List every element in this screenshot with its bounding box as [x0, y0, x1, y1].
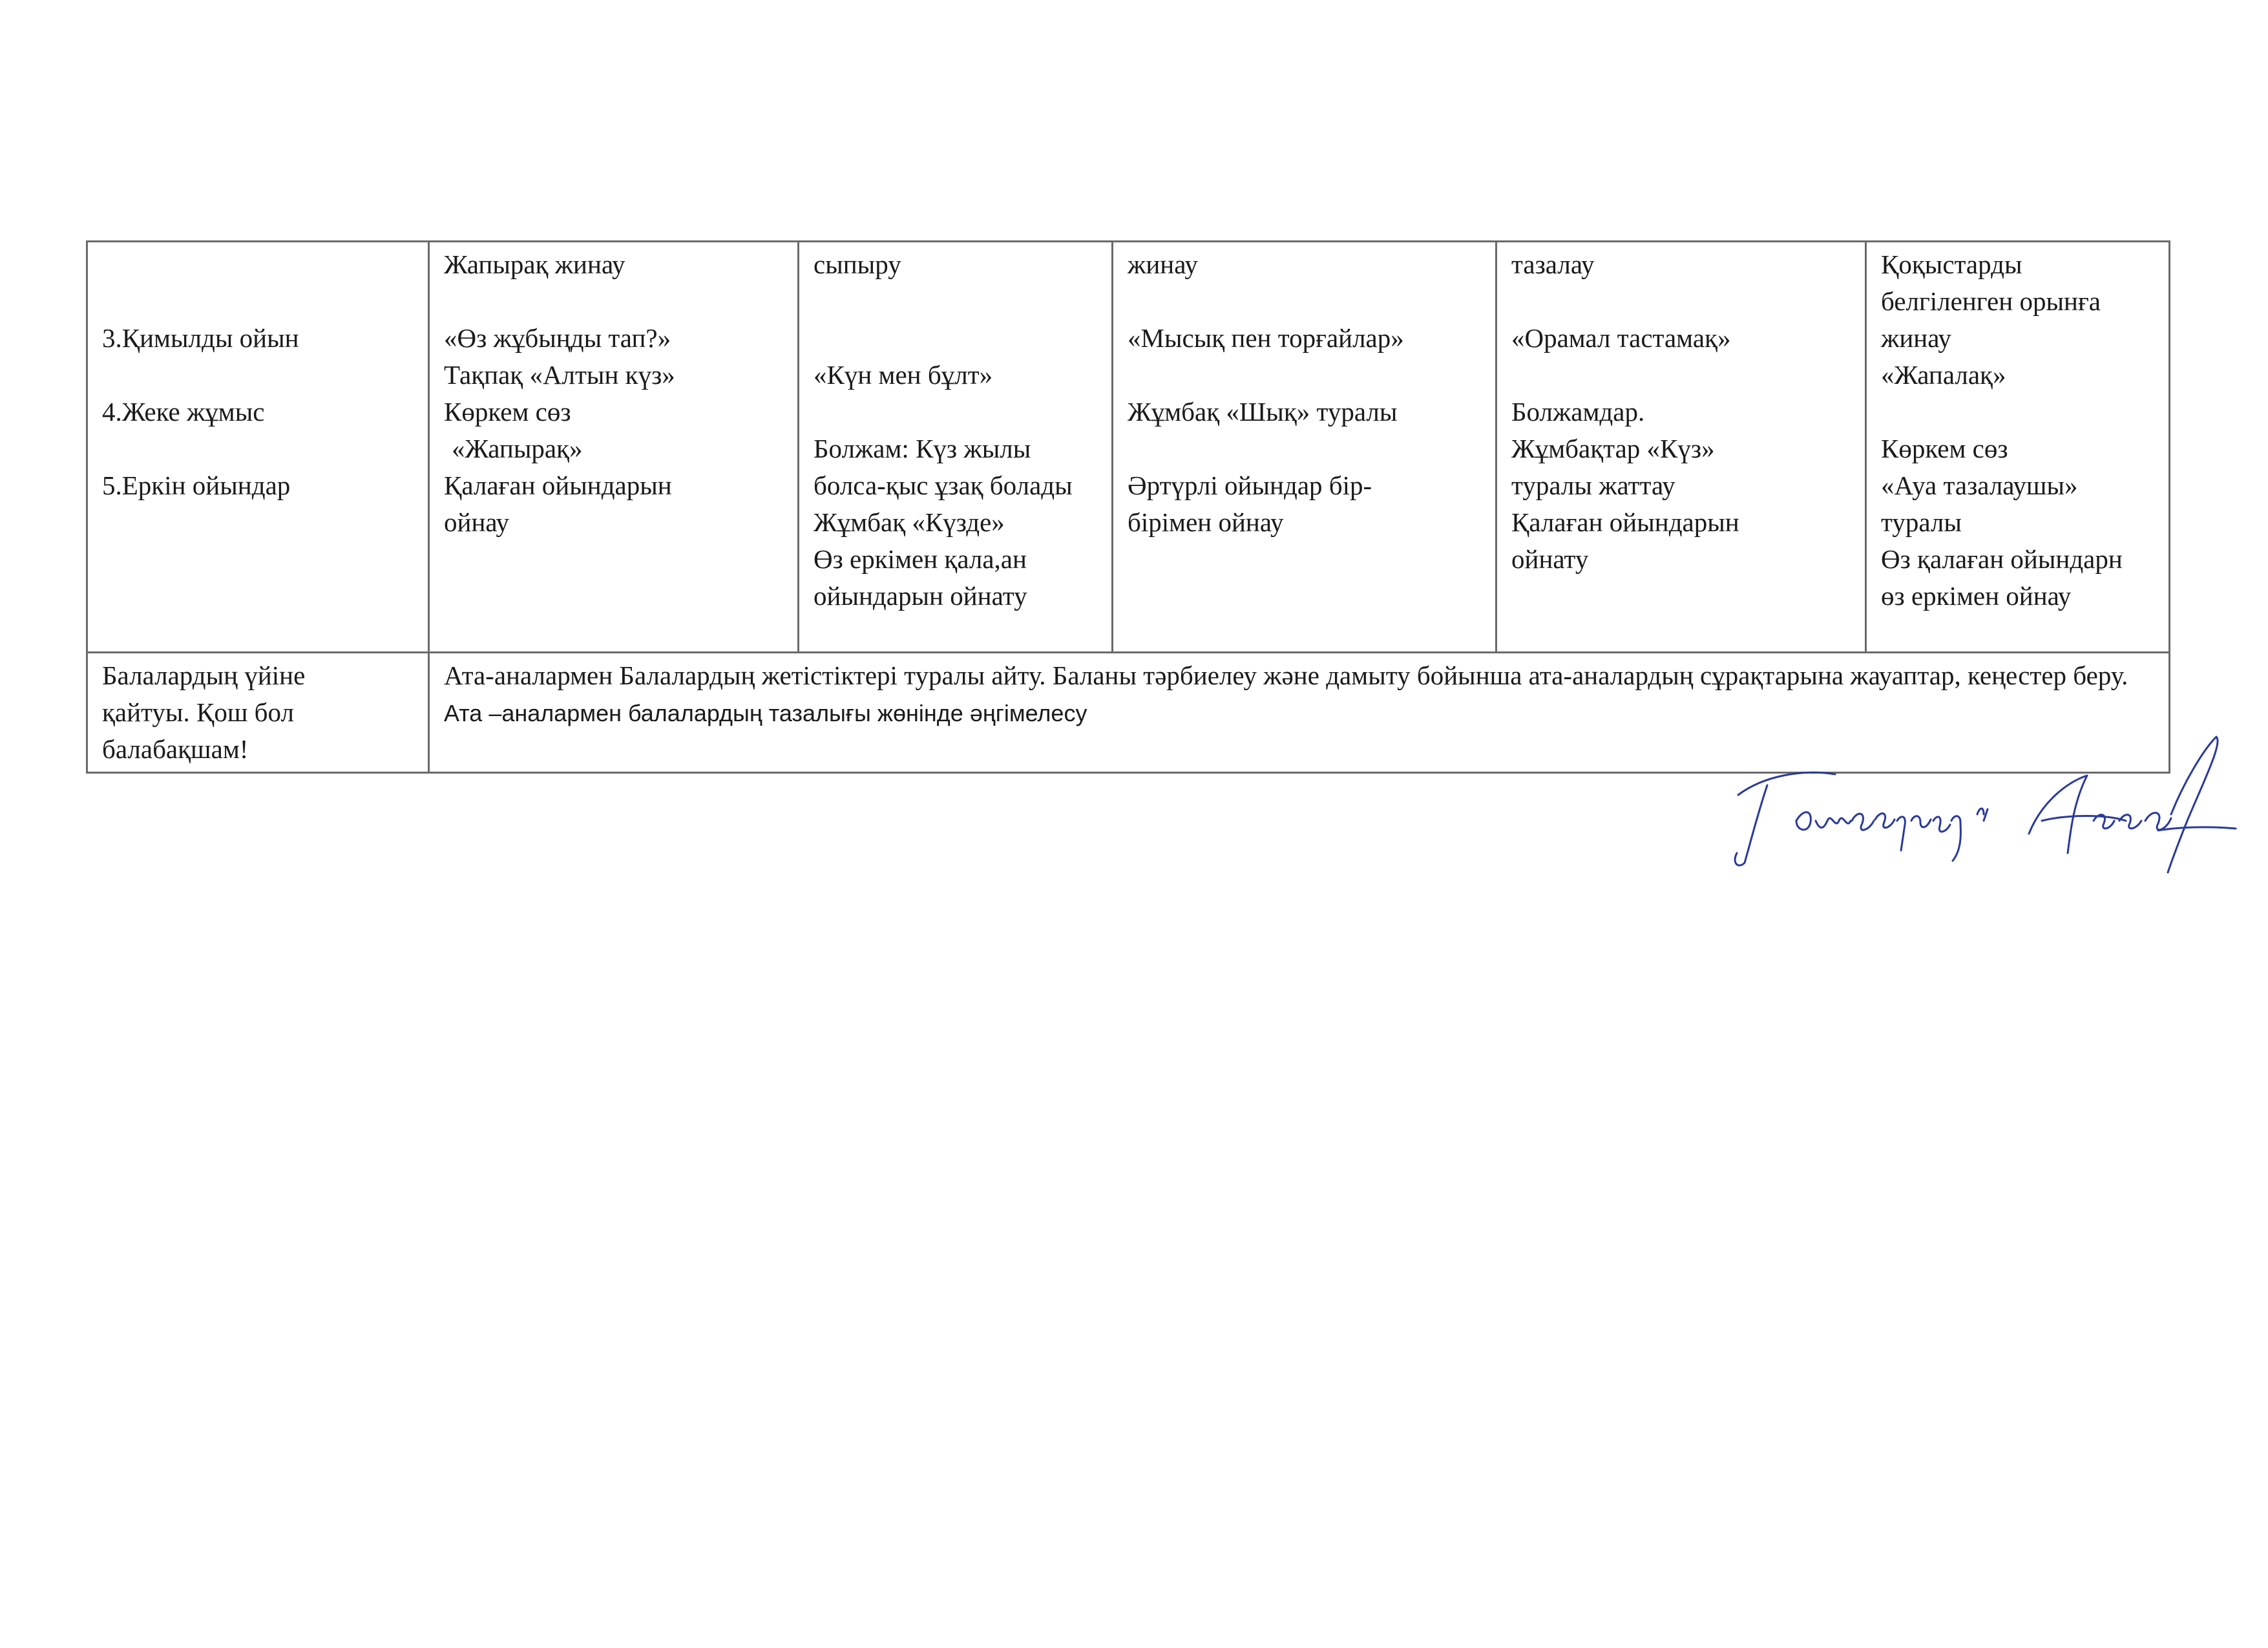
day-2-individual: Болжам: Күз жылы болса-қыс ұзақ болады	[814, 434, 1073, 500]
day-4-cell	[1496, 242, 1866, 653]
day-4-individual-1: Болжамдар.	[1511, 397, 1645, 427]
day-2-work: сыпыру	[814, 249, 901, 279]
day-2-game: «Күн мен бұлт»	[814, 360, 993, 390]
day-3-game: «Мысық пен торғайлар»	[1128, 323, 1404, 353]
day-2-cell	[799, 242, 1113, 653]
day-3-free-games: Әртүрлі ойындар бір-бірімен ойнау	[1128, 470, 1372, 537]
day-3-cell	[1113, 242, 1496, 653]
signature-image	[1706, 724, 2242, 879]
day-1-individual-3: «Жапырақ»	[452, 434, 583, 463]
activity-labels-cell	[87, 242, 429, 653]
departure-text-extra: Ата –аналармен балалардың тазалығы жөнінде әңгімелесу	[444, 700, 1087, 726]
day-4-individual-2: Жұмбақтар «Күз» туралы жаттау	[1511, 434, 1715, 500]
day-4-game: «Орамал тастамақ»	[1511, 323, 1731, 353]
label-free-games: 5.Еркін ойындар	[102, 470, 291, 500]
day-1-individual-2: Көркем сөз	[444, 397, 571, 427]
day-5-game: «Жапалақ»	[1881, 360, 2006, 390]
day-5-cell	[1866, 242, 2170, 653]
departure-label: Балалардың үйіне қайтуы. Қош бол балабақшам!	[102, 660, 306, 764]
table-row	[87, 242, 2170, 653]
day-4-work: тазалау	[1511, 249, 1595, 279]
day-5-work: Қоқыстарды белгіленген орынға жинау	[1881, 249, 2101, 353]
day-2-riddle: Жұмбақ «Күзде»	[814, 507, 1005, 537]
day-1-game: «Өз жұбыңды тап?»	[444, 323, 671, 353]
label-individual-work: 4.Жеке жұмыс	[102, 397, 265, 427]
day-5-individual-2: «Ауа тазалаушы» туралы	[1881, 470, 2078, 537]
departure-text-main: Ата-аналармен Балалардың жетістіктері туралы айту. Баланы тәрбиелеу және дамыту бойынша ата-аналардың сұрақтарына жауаптар, кеңестер беру.	[444, 660, 2128, 690]
walk-plan-table	[86, 240, 2170, 774]
day-3-work: жинау	[1128, 249, 1198, 279]
day-3-individual: Жұмбақ «Шық» туралы	[1128, 397, 1398, 427]
day-1-cell	[429, 242, 799, 653]
day-1-free-games: Қалаған ойындарын ойнау	[444, 470, 672, 537]
day-2-free-games: Өз еркімен қала,ан ойындарын ойнату	[814, 544, 1027, 611]
day-1-individual-1: Тақпақ «Алтын күз»	[444, 360, 675, 390]
day-1-work: Жапырақ жинау	[444, 249, 625, 279]
day-4-free-games: Қалаған ойындарын ойнату	[1511, 507, 1739, 574]
departure-label-cell	[87, 653, 429, 773]
day-5-free-games: Өз қалаған ойындарн өз еркімен ойнау	[1881, 544, 2123, 611]
day-5-individual-1: Көркем сөз	[1881, 434, 2008, 463]
label-active-game: 3.Қимылды ойын	[102, 323, 299, 353]
